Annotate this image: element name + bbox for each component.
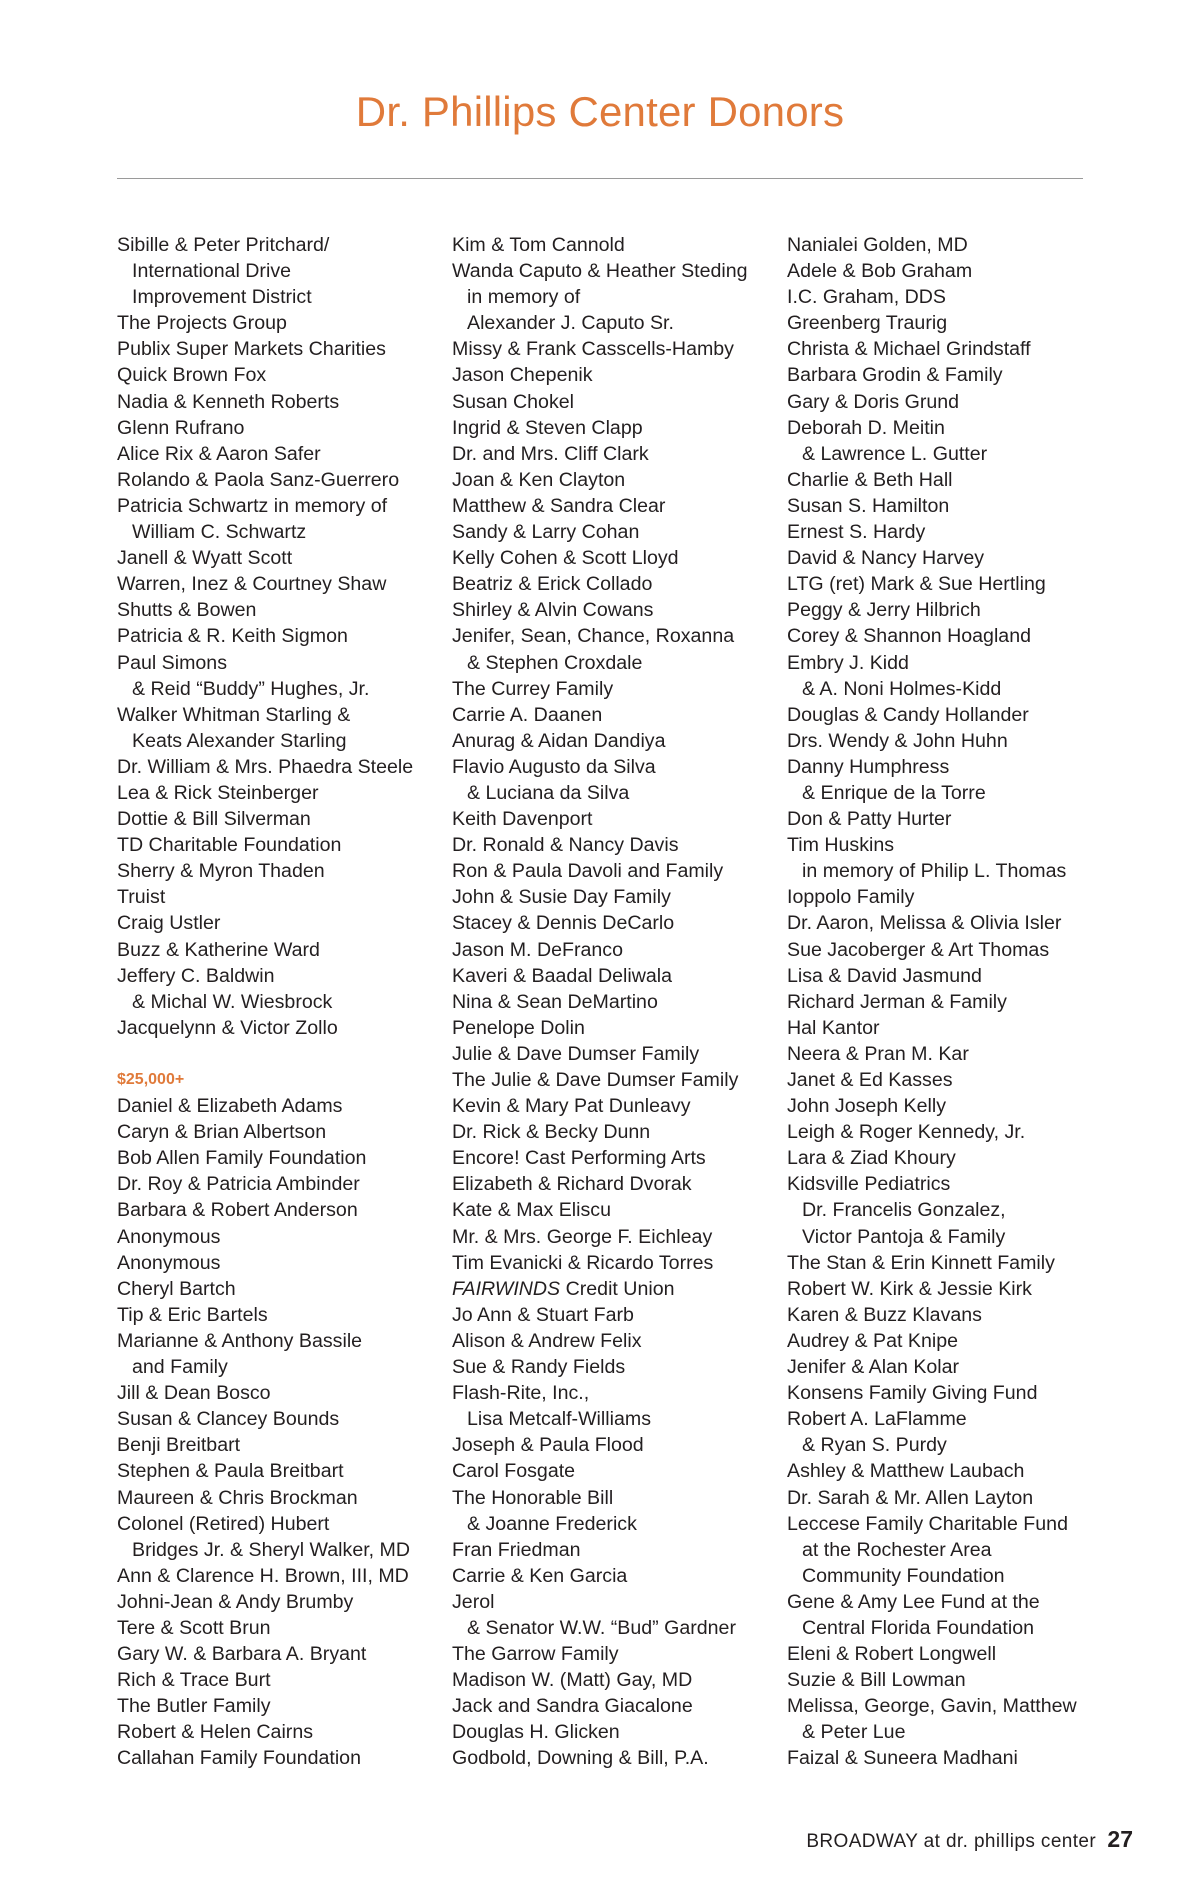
donor-name: Douglas & Candy Hollander [787,703,1029,726]
donor-name: Sue & Randy Fields [452,1356,626,1379]
donor-name: Kidsville Pediatrics [787,1173,951,1196]
donor-name-continuation: Dr. Francelis Gonzalez, [802,1199,1006,1222]
donor-name: Anurag & Aidan Dandiya [452,729,666,752]
donor-name: Daniel & Elizabeth Adams [117,1095,343,1118]
donor-name: Matthew & Sandra Clear [452,494,666,517]
donor-name: Quick Brown Fox [117,364,267,387]
donor-name: Elizabeth & Richard Dvorak [452,1173,692,1196]
donor-name: Sandy & Larry Cohan [452,521,640,544]
donor-name-continuation: and Family [132,1356,228,1379]
donor-name: Sherry & Myron Thaden [117,860,325,883]
donor-name: The Currey Family [452,677,614,700]
donor-name: Anonymous [117,1251,221,1274]
donor-name: Carrie & Ken Garcia [452,1564,628,1587]
donor-name: Ernest S. Hardy [787,521,926,544]
donor-column-2 [452,232,782,1772]
donor-name-continuation: International Drive [132,260,292,283]
donor-name: Marianne & Anthony Bassile [117,1329,363,1352]
title-divider [117,178,1083,179]
donor-name: Ioppolo Family [787,886,915,909]
donor-name-continuation: Lisa Metcalf-Williams [467,1408,651,1431]
donor-name: Ashley & Matthew Laubach [787,1460,1025,1483]
donor-name [452,1276,782,1302]
donor-name: Walker Whitman Starling & [117,703,351,726]
donor-name: Nanialei Golden, MD [787,234,968,256]
page-title: Dr. Phillips Center Donors [355,88,845,135]
donor-name: Charlie & Beth Hall [787,468,953,491]
donor-name: Tere & Scott Brun [117,1616,271,1639]
donor-name-continuation: Keats Alexander Starling [132,729,347,752]
donor-name: Jenifer & Alan Kolar [787,1356,960,1379]
donor-name: Julie & Dave Dumser Family [452,1042,700,1065]
donor-name: Rolando & Paola Sanz-Guerrero [117,468,400,491]
donor-name: Leccese Family Charitable Fund [787,1512,1068,1535]
donor-name: Jacquelynn & Victor Zollo [117,1016,338,1039]
donor-name-continuation: in memory of Philip L. Thomas [802,860,1067,883]
donor-name: TD Charitable Foundation [117,834,342,857]
donor-name: Eleni & Robert Longwell [787,1643,997,1666]
donor-name-continuation: Alexander J. Caputo Sr. [467,312,674,335]
donor-name: Colonel (Retired) Hubert [117,1512,330,1535]
donor-name: Tim Evanicki & Ricardo Torres [452,1251,714,1274]
donor-name-continuation: at the Rochester Area [802,1538,992,1561]
donor-name: Alice Rix & Aaron Safer [117,442,321,465]
donor-name: Tim Huskins [787,834,895,857]
donor-name: Anonymous [117,1225,221,1248]
donor-name: Dr. Roy & Patricia Ambinder [117,1173,360,1196]
donor-name: Mr. & Mrs. George F. Eichleay [452,1225,713,1248]
donor-name-continuation: in memory of [467,286,581,309]
donor-name-continuation: Community Foundation [802,1564,1005,1587]
donor-name: Ron & Paula Davoli and Family [452,860,724,883]
donor-name: Kaveri & Baadal Deliwala [452,964,672,987]
donor-name-continuation: & A. Noni Holmes-Kidd [802,677,1002,700]
section-spacer [117,1041,447,1067]
donor-name-continuation: Bridges Jr. & Sheryl Walker, MD [132,1538,411,1561]
donor-name: Flavio Augusto da Silva [452,755,656,778]
donor-name: Kelly Cohen & Scott Lloyd [452,547,679,570]
donor-name: Joseph & Paula Flood [452,1434,644,1457]
donor-name: Gene & Amy Lee Fund at the [787,1590,1040,1613]
donor-name: The Julie & Dave Dumser Family [452,1069,739,1091]
donor-name: Susan S. Hamilton [787,494,950,517]
donor-name: Susan & Clancey Bounds [117,1408,340,1431]
donor-name: Embry J. Kidd [787,651,909,674]
donor-name-continuation: & Reid “Buddy” Hughes, Jr. [132,677,370,700]
donor-name-continuation: & Luciana da Silva [467,781,630,804]
donor-name: Dr. Rick & Becky Dunn [452,1121,651,1144]
donor-name: Publix Super Markets Charities [117,338,386,361]
donor-name: Joan & Ken Clayton [452,468,626,491]
donor-name: Robert W. Kirk & Jessie Kirk [787,1277,1032,1300]
donor-name-continuation: & Enrique de la Torre [802,781,986,804]
donor-name: The Honorable Bill [452,1486,614,1509]
donor-name: Carrie A. Daanen [452,703,603,726]
donor-name: Shutts & Bowen [117,599,257,622]
donor-name: Robert A. LaFlamme [787,1408,967,1431]
donor-name: Rich & Trace Burt [117,1669,271,1692]
donor-name: Dottie & Bill Silverman [117,808,311,831]
donor-name: Dr. and Mrs. Cliff Clark [452,442,649,465]
donor-name: Robert & Helen Cairns [117,1721,314,1744]
donor-name: Lisa & David Jasmund [787,964,982,987]
donor-name-continuation: & Senator W.W. “Bud” Gardner [467,1616,736,1639]
donor-name: Deborah D. Meitin [787,416,945,439]
donor-name: Melissa, George, Gavin, Matthew [787,1695,1077,1718]
donor-name: Leigh & Roger Kennedy, Jr. [787,1121,1026,1144]
donor-name-continuation: & Ryan S. Purdy [802,1434,947,1457]
donor-name: Jill & Dean Bosco [117,1382,271,1405]
donor-name: The Butler Family [117,1695,271,1718]
donor-name: Fran Friedman [452,1538,581,1561]
donor-name: I.C. Graham, DDS [787,286,946,309]
donor-name: Maureen & Chris Brockman [117,1486,358,1509]
donor-name: Douglas H. Glicken [452,1721,620,1744]
donor-name: Nina & Sean DeMartino [452,990,658,1013]
donor-name: The Stan & Erin Kinnett Family [787,1251,1055,1274]
donor-name: Jenifer, Sean, Chance, Roxanna [452,625,735,648]
donor-name: Buzz & Katherine Ward [117,938,320,961]
donor-name: Penelope Dolin [452,1016,585,1039]
donor-name: Stacey & Dennis DeCarlo [452,912,675,935]
donor-name: Janet & Ed Kasses [787,1069,953,1091]
donor-name-text: Credit Union [565,1277,675,1300]
donor-name: Greenberg Traurig [787,312,948,335]
donor-name: Adele & Bob Graham [787,260,973,283]
giving-level-heading: $25,000+ [117,1071,185,1088]
donor-name: Jack and Sandra Giacalone [452,1695,693,1718]
donor-column-1 [117,232,447,1772]
donor-name: Patricia & R. Keith Sigmon [117,625,348,648]
donor-name: Shirley & Alvin Cowans [452,599,654,622]
donor-name: Encore! Cast Performing Arts [452,1147,706,1170]
donor-name: Kate & Max Eliscu [452,1199,611,1222]
donor-name: Beatriz & Erick Collado [452,573,653,596]
donor-name: Stephen & Paula Breitbart [117,1460,344,1483]
donor-name: Flash-Rite, Inc., [452,1382,590,1405]
donor-name: Carol Fosgate [452,1460,576,1483]
donor-name: Kevin & Mary Pat Dunleavy [452,1095,691,1118]
donor-name: Konsens Family Giving Fund [787,1382,1038,1405]
donor-name: Dr. William & Mrs. Phaedra Steele [117,755,414,778]
page-number: 27 [1107,1826,1133,1852]
donor-name: Benji Breitbart [117,1434,241,1457]
donor-name: Jerol [452,1590,495,1613]
donor-name: Jason Chepenik [452,364,593,387]
donor-name: Dr. Aaron, Melissa & Olivia Isler [787,912,1062,935]
publication-name: BROADWAY at dr. phillips center [806,1831,1097,1852]
donor-name: Peggy & Jerry Hilbrich [787,599,981,622]
donor-name-continuation: Improvement District [132,286,312,309]
donor-name: Suzie & Bill Lowman [787,1669,966,1692]
donor-name: Bob Allen Family Foundation [117,1147,367,1170]
donor-name: Patricia Schwartz in memory of [117,494,388,517]
donor-name: Sibille & Peter Pritchard/ [117,234,330,256]
donor-name-continuation: & Lawrence L. Gutter [802,442,988,465]
donor-name: Faizal & Suneera Madhani [787,1747,1018,1770]
donor-name: Neera & Pran M. Kar [787,1042,969,1065]
donor-name: John Joseph Kelly [787,1095,947,1118]
donor-name: Jeffery C. Baldwin [117,964,275,987]
donor-name: Janell & Wyatt Scott [117,547,293,570]
donor-name-continuation: & Joanne Frederick [467,1512,637,1535]
donor-name: Alison & Andrew Felix [452,1329,642,1352]
donor-name: Keith Davenport [452,808,593,831]
donor-name: Sue Jacoberger & Art Thomas [787,938,1050,961]
donor-name: Barbara Grodin & Family [787,364,1003,387]
donor-name: Dr. Ronald & Nancy Davis [452,834,679,857]
donor-name: Johni-Jean & Andy Brumby [117,1590,354,1613]
donor-name: Jo Ann & Stuart Farb [452,1303,634,1326]
donor-name: Barbara & Robert Anderson [117,1199,358,1222]
italic-text: FAIRWINDS [452,1277,561,1300]
donor-name: Madison W. (Matt) Gay, MD [452,1669,693,1692]
donor-name: Caryn & Brian Albertson [117,1121,327,1144]
donor-name: Ingrid & Steven Clapp [452,416,643,439]
donor-name: Susan Chokel [452,390,574,413]
donor-name-continuation: & Peter Lue [802,1721,906,1744]
page-footer [806,1826,1133,1853]
donor-name: The Garrow Family [452,1643,619,1666]
donor-name: Craig Ustler [117,912,221,935]
donor-name: John & Susie Day Family [452,886,671,909]
donor-name: Richard Jerman & Family [787,990,1007,1013]
donor-name: Godbold, Downing & Bill, P.A. [452,1747,709,1770]
donor-name: Audrey & Pat Knipe [787,1329,959,1352]
donor-name: Drs. Wendy & John Huhn [787,729,1008,752]
donor-name-continuation: & Michal W. Wiesbrock [132,990,333,1013]
donor-name-continuation: Victor Pantoja & Family [802,1225,1006,1248]
donor-name: Gary & Doris Grund [787,390,960,413]
donor-name: Paul Simons [117,651,227,674]
donor-name: Don & Patty Hurter [787,808,952,831]
donor-name: Callahan Family Foundation [117,1747,361,1770]
donor-name-continuation: & Stephen Croxdale [467,651,643,674]
donor-name: Danny Humphress [787,755,950,778]
donor-name: Glenn Rufrano [117,416,245,439]
donor-name: Gary W. & Barbara A. Bryant [117,1643,367,1666]
donor-name: Warren, Inez & Courtney Shaw [117,573,387,596]
donor-name: Wanda Caputo & Heather Steding [452,260,748,283]
donor-name: David & Nancy Harvey [787,547,985,570]
donor-name: Tip & Eric Bartels [117,1303,268,1326]
donor-name: Corey & Shannon Hoagland [787,625,1032,648]
donor-name: Truist [117,886,166,909]
donor-name: Jason M. DeFranco [452,938,623,961]
donor-name: The Projects Group [117,312,287,335]
donor-name: Nadia & Kenneth Roberts [117,390,340,413]
donor-name: Lea & Rick Steinberger [117,781,319,804]
donor-name: Ann & Clarence H. Brown, III, MD [117,1564,409,1587]
donor-name: Hal Kantor [787,1016,880,1039]
donor-name-continuation: Central Florida Foundation [802,1616,1034,1639]
donor-name-continuation: William C. Schwartz [132,521,307,544]
donor-name: Dr. Sarah & Mr. Allen Layton [787,1486,1034,1509]
donor-column-3 [787,232,1117,1772]
donor-name: Christa & Michael Grindstaff [787,338,1031,361]
donor-name: Karen & Buzz Klavans [787,1303,982,1326]
donor-name: Kim & Tom Cannold [452,234,625,256]
donor-name: LTG (ret) Mark & Sue Hertling [787,573,1046,596]
donor-name: Lara & Ziad Khoury [787,1147,956,1170]
donor-name: Cheryl Bartch [117,1277,236,1300]
donor-name: Missy & Frank Casscells-Hamby [452,338,734,361]
